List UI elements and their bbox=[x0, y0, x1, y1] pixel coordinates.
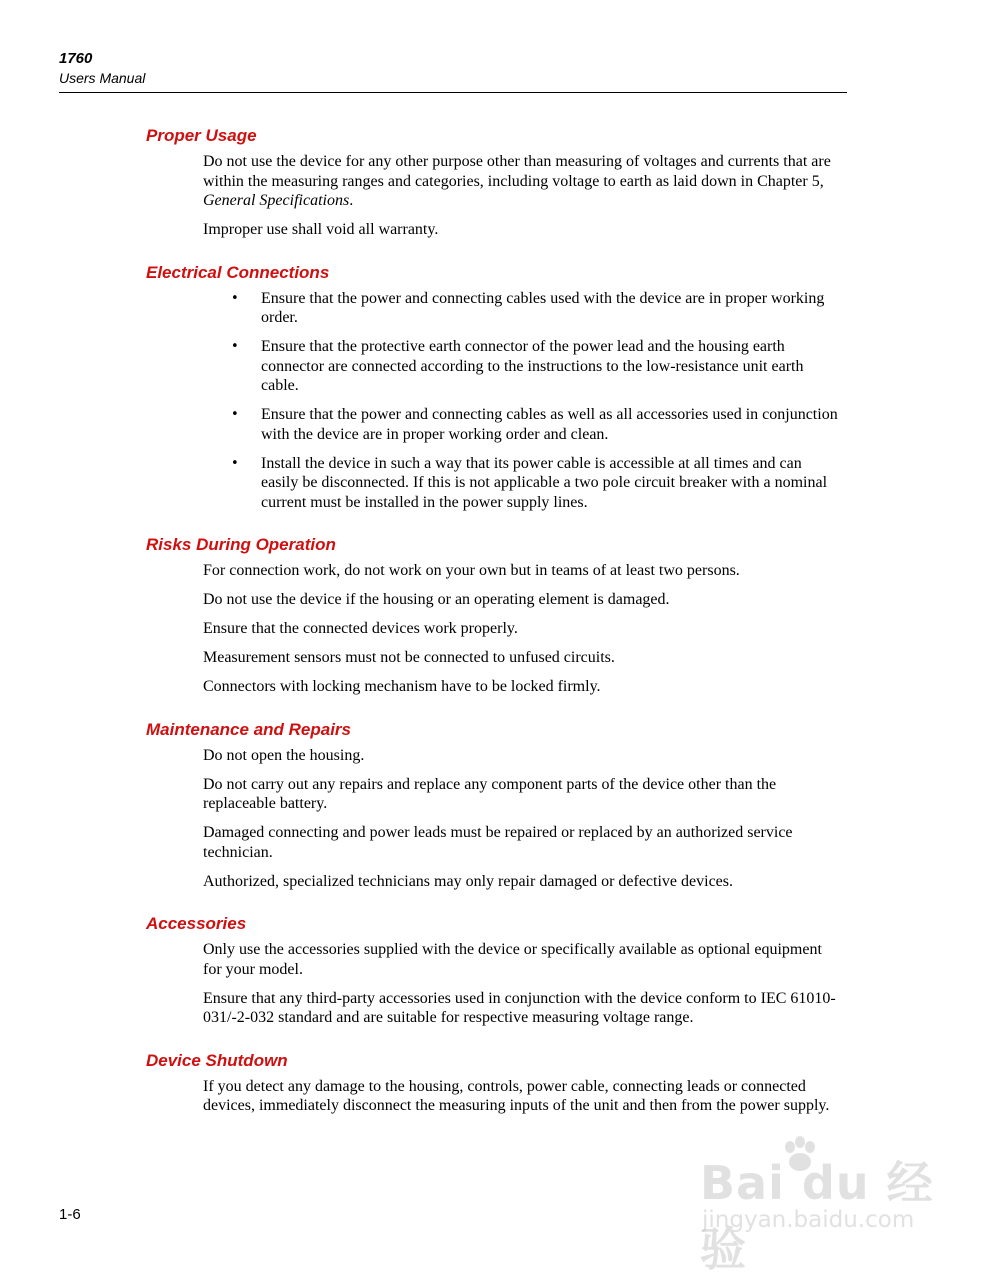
paragraph: Do not use the device if the housing or an operating element is damaged. bbox=[203, 591, 670, 608]
paragraph-text: . bbox=[349, 192, 354, 209]
page-number: 1-6 bbox=[59, 1206, 81, 1223]
section-title: Maintenance and Repairs bbox=[146, 719, 352, 739]
bullet-icon: • bbox=[231, 407, 239, 422]
bullet-list bbox=[0, 289, 989, 513]
header-model: 1760 bbox=[59, 50, 93, 67]
section-proper-usage bbox=[0, 125, 989, 240]
section-title: Device Shutdown bbox=[146, 1050, 288, 1070]
watermark-url: jingyan.baidu.com bbox=[702, 1207, 915, 1233]
section-accessories bbox=[0, 913, 989, 1028]
chapter-reference: General Specifications bbox=[203, 192, 350, 209]
paragraph: Ensure that the connected devices work properly. bbox=[203, 620, 518, 637]
section-title: Risks During Operation bbox=[146, 535, 336, 554]
paragraph: Authorized, specialized technicians may only repair damaged or defective devices. bbox=[203, 872, 733, 890]
paragraph: Do not open the housing. bbox=[203, 746, 365, 764]
header-subtitle: Users Manual bbox=[59, 70, 146, 86]
list-item-text: Ensure that the power and connecting cables used with the device are in proper working order. bbox=[261, 289, 825, 326]
watermark bbox=[700, 1135, 940, 1276]
paragraph: Only use the accessories supplied with the device or specifically available as optional equipment for your model. bbox=[203, 941, 822, 978]
list-item-text: Install the device in such a way that its power cable is accessible at all times and can easily be disconnected. If this is not applicable a two pole circuit breaker with a nominal current must be installed in the power supply lines. bbox=[261, 454, 828, 511]
header-rule bbox=[59, 92, 847, 93]
list-item bbox=[0, 337, 841, 396]
paragraph: Improper use shall void all warranty. bbox=[203, 221, 439, 238]
bullet-icon: • bbox=[231, 455, 239, 471]
section-electrical-connections bbox=[0, 262, 989, 513]
paragraph: Damaged connecting and power leads must be repaired or replaced by an authorized service technician. bbox=[203, 824, 793, 861]
section-title: Proper Usage bbox=[146, 126, 257, 145]
paragraph-text: Do not use the device for any other purpose other than measuring of voltages and currents that are within the measuring ranges and categories, including voltage to earth as laid down in Chapter 5, bbox=[203, 153, 831, 190]
list-item-text: Ensure that the protective earth connector of the power lead and the housing earth connector are connected according to the instructions to the low-resistance unit earth cable. bbox=[261, 338, 804, 394]
paragraph bbox=[0, 152, 843, 211]
paragraph: Connectors with locking mechanism have to be locked firmly. bbox=[203, 678, 601, 695]
paragraph: For connection work, do not work on your own but in teams of at least two persons. bbox=[203, 562, 740, 579]
paragraph: Measurement sensors must not be connected to unfused circuits. bbox=[203, 649, 615, 666]
section-title: Electrical Connections bbox=[146, 262, 330, 282]
section-maintenance-and-repairs bbox=[0, 719, 989, 892]
bullet-icon: • bbox=[231, 339, 239, 354]
page-content bbox=[0, 125, 989, 1138]
section-risks-during-operation bbox=[0, 534, 989, 697]
section-device-shutdown bbox=[0, 1050, 989, 1116]
list-item bbox=[0, 289, 841, 328]
list-item-text: Ensure that the power and connecting cables as well as all accessories used in conjunction with the device are in proper working order and clean. bbox=[261, 406, 838, 443]
list-item bbox=[0, 405, 841, 444]
list-item bbox=[0, 454, 841, 513]
watermark-brand: Bai du 经验 bbox=[700, 1156, 934, 1276]
section-title: Accessories bbox=[146, 914, 247, 933]
paragraph: Do not carry out any repairs and replace any component parts of the device other than the replaceable battery. bbox=[203, 775, 777, 812]
paragraph: Ensure that any third-party accessories used in conjunction with the device conform to IEC 61010-031/-2-032 standard and are suitable for respective measuring voltage range. bbox=[203, 989, 836, 1026]
bullet-icon: • bbox=[231, 290, 239, 306]
paragraph: If you detect any damage to the housing, controls, power cable, connecting leads or connected devices, immediately disconnect the measuring inputs of the unit and then from the power supply. bbox=[203, 1077, 830, 1114]
